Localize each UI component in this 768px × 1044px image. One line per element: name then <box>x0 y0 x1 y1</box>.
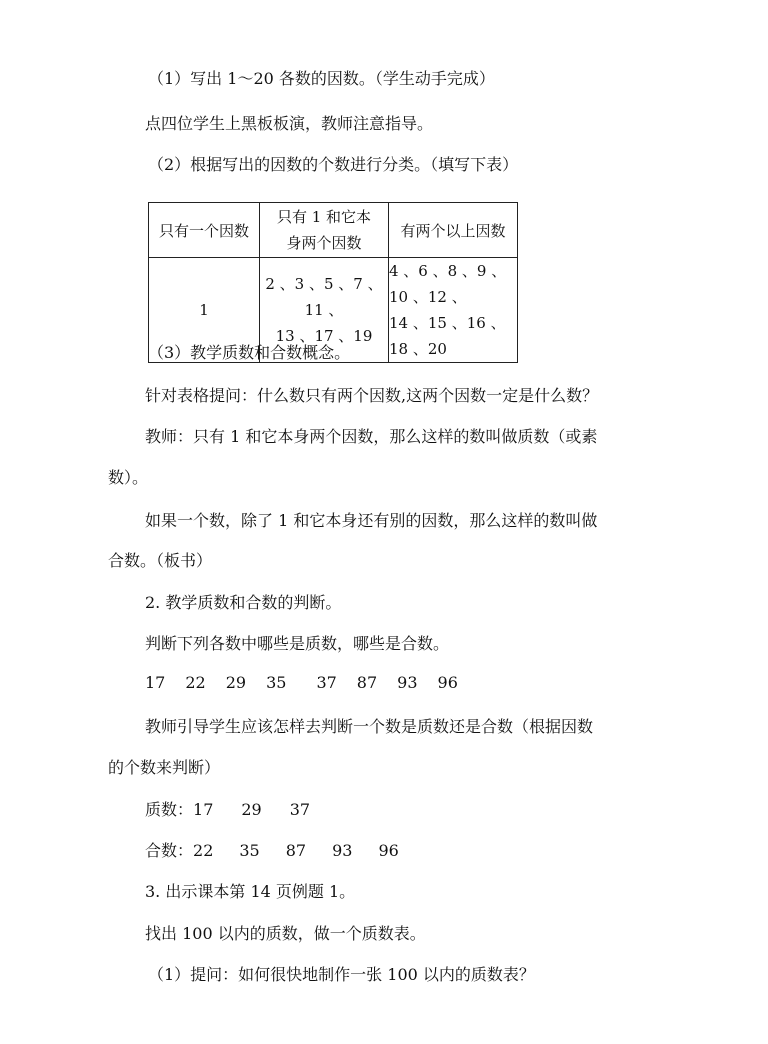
prime-label: 质数： <box>145 800 194 819</box>
number-list <box>145 673 478 692</box>
factor-classification-table <box>148 202 518 363</box>
prime-item: 37 <box>289 800 311 819</box>
number-item: 37 <box>316 673 337 692</box>
table-header-row <box>149 203 518 258</box>
cell-composites: 4 、6 、8 、9 、10 、12 、 14 、15 、16 、18 、20 <box>389 258 518 363</box>
composite-item: 22 <box>193 841 214 860</box>
step-1-text: （1）写出 1～20 各数的因数。（学生动手完成） <box>148 69 495 88</box>
judge-instruction: 判断下列各数中哪些是质数，哪些是合数。 <box>145 634 450 653</box>
header-more-factors: 有两个以上因数 <box>389 203 518 258</box>
section-3-heading: 3. 出示课本第 14 页例题 1。 <box>145 882 356 901</box>
prime-answer <box>145 797 330 820</box>
teacher-definition-line-2: 数）。 <box>108 468 149 487</box>
composite-item: 96 <box>378 841 399 860</box>
question-1-text: （1）提问：如何很快地制作一张 100 以内的质数表？ <box>148 965 535 984</box>
teacher-definition-line-1: 教师：只有 1 和它本身两个因数，那么这样的数叫做质数（或素 <box>145 427 598 446</box>
section-2-heading: 2. 教学质数和合数的判断。 <box>145 593 342 612</box>
prime-item: 17 <box>193 800 214 819</box>
composite-item: 87 <box>285 841 307 860</box>
guidance-line-1: 教师引导学生应该怎样去判断一个数是质数还是合数（根据因数 <box>145 717 594 736</box>
number-item: 93 <box>397 673 418 692</box>
number-item: 96 <box>437 673 458 692</box>
cell-one-factor: 1 <box>149 258 260 363</box>
question-text: 针对表格提问：什么数只有两个因数,这两个因数一定是什么数？ <box>145 386 599 405</box>
board-work-text: 点四位学生上黑板板演，教师注意指导。 <box>145 114 434 133</box>
number-item: 17 <box>145 673 166 692</box>
number-item: 87 <box>356 673 378 692</box>
composite-definition-line-2: 合数。（板书） <box>108 551 213 570</box>
prime-item: 29 <box>241 800 262 819</box>
number-item: 22 <box>185 673 206 692</box>
prime-table-task: 找出 100 以内的质数，做一个质数表。 <box>145 924 426 943</box>
guidance-line-2: 的个数来判断） <box>108 758 221 777</box>
composite-item: 35 <box>239 841 260 860</box>
composite-answer <box>145 838 419 861</box>
composite-item: 93 <box>332 841 353 860</box>
number-item: 35 <box>266 673 287 692</box>
cell-primes: 2 、3 、5 、7 、11 、 13 、17 、19 <box>260 258 389 363</box>
header-one-factor: 只有一个因数 <box>149 203 260 258</box>
step-2-text: （2）根据写出的因数的个数进行分类。（填写下表） <box>148 155 519 174</box>
step-3-text: （3）教学质数和合数概念。 <box>148 343 351 362</box>
header-two-factors: 只有 1 和它本 身两个因数 <box>260 203 389 258</box>
number-item: 29 <box>225 673 247 692</box>
composite-label: 合数： <box>145 841 194 860</box>
composite-definition-line-1: 如果一个数，除了 1 和它本身还有别的因数，那么这样的数叫做 <box>145 511 598 530</box>
